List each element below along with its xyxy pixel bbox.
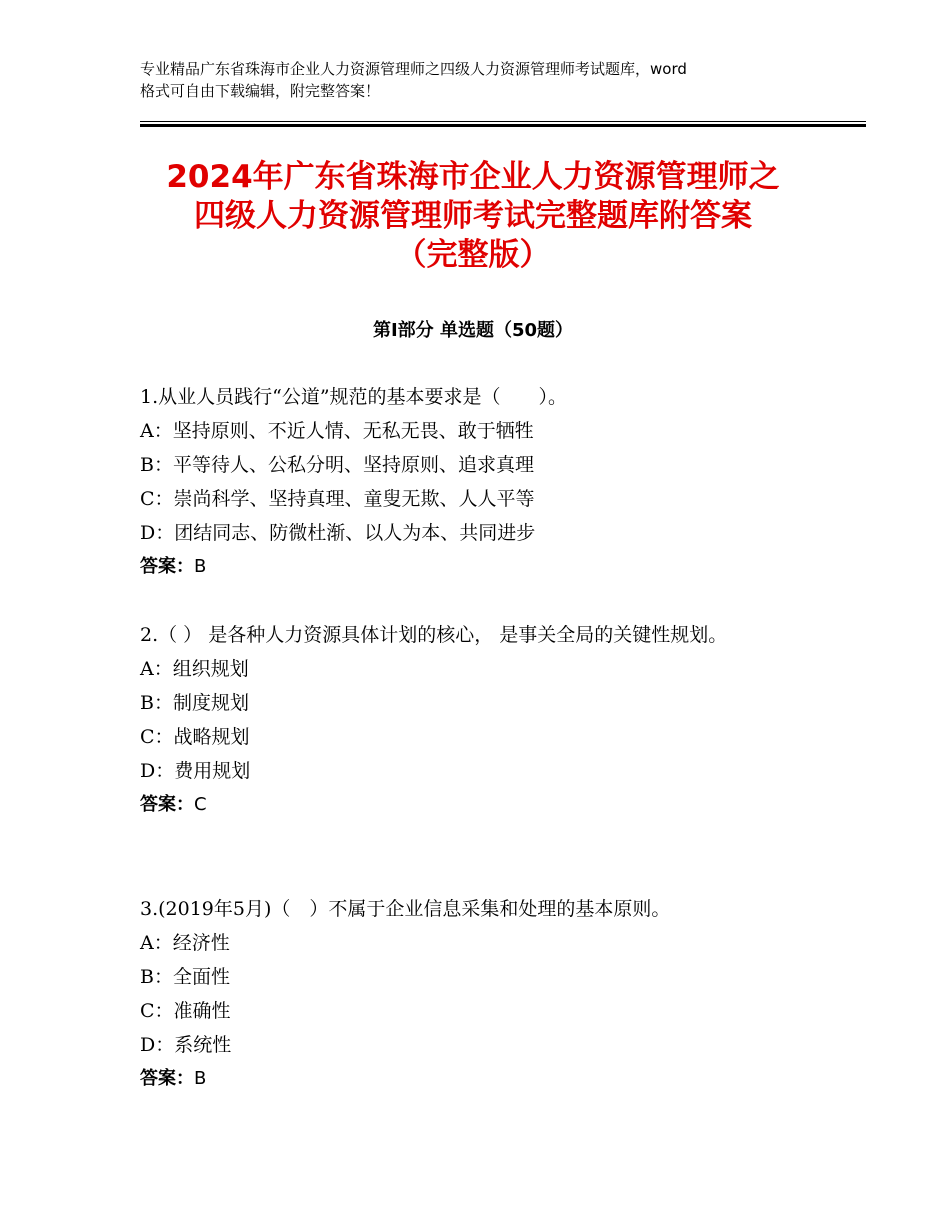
question-stem: 3.(2019年5月)（ ）不属于企业信息采集和处理的基本原则。 [140,898,671,920]
answer-label: 答案： [140,1068,194,1089]
answer-line [140,788,790,822]
option-b: B：平等待人、公私分明、坚持原则、追求真理 [140,454,534,476]
question-3 [140,892,800,1096]
question-stem: 2.（ ） 是各种人力资源具体计划的核心， 是事关全局的关键性规划。 [140,624,728,646]
option-d: D：系统性 [140,1034,232,1056]
answer-label: 答案： [140,794,194,815]
question-stem: 1.从业人员践行“公道”规范的基本要求是（ ）。 [140,386,568,408]
question-2 [140,618,790,822]
answer-value: C [194,794,207,815]
header-line-2: 格式可自由下载编辑，附完整答案！ [140,82,381,100]
option-b: B：全面性 [140,966,230,988]
option-d: D：费用规划 [140,760,251,782]
option-c: C：准确性 [140,1000,231,1022]
answer-line [140,550,800,584]
title-line-1: 2024年广东省珠海市企业人力资源管理师之 [166,159,780,195]
answer-value: B [194,556,207,577]
section-title: 第Ⅰ部分 单选题（50题） [372,320,573,341]
question-1 [140,380,800,584]
page-header [140,58,820,102]
header-divider-thick [140,124,866,127]
answer-line [140,1062,800,1096]
option-d: D：团结同志、防微杜渐、以人为本、共同进步 [140,522,536,544]
option-b: B：制度规划 [140,692,249,714]
option-a: A：组织规划 [140,658,249,680]
document-title [140,158,806,275]
title-line-3: （完整版） [395,237,551,273]
option-c: C：崇尚科学、坚持真理、童叟无欺、人人平等 [140,488,535,510]
title-line-2: 四级人力资源管理师考试完整题库附答案 [194,198,752,234]
header-divider-thin [140,121,866,122]
header-line-1: 专业精品广东省珠海市企业人力资源管理师之四级人力资源管理师考试题库，word [140,60,687,78]
option-c: C：战略规划 [140,726,250,748]
answer-value: B [194,1068,207,1089]
option-a: A：坚持原则、不近人情、无私无畏、敢于牺牲 [140,420,534,442]
answer-label: 答案： [140,556,194,577]
option-a: A：经济性 [140,932,230,954]
